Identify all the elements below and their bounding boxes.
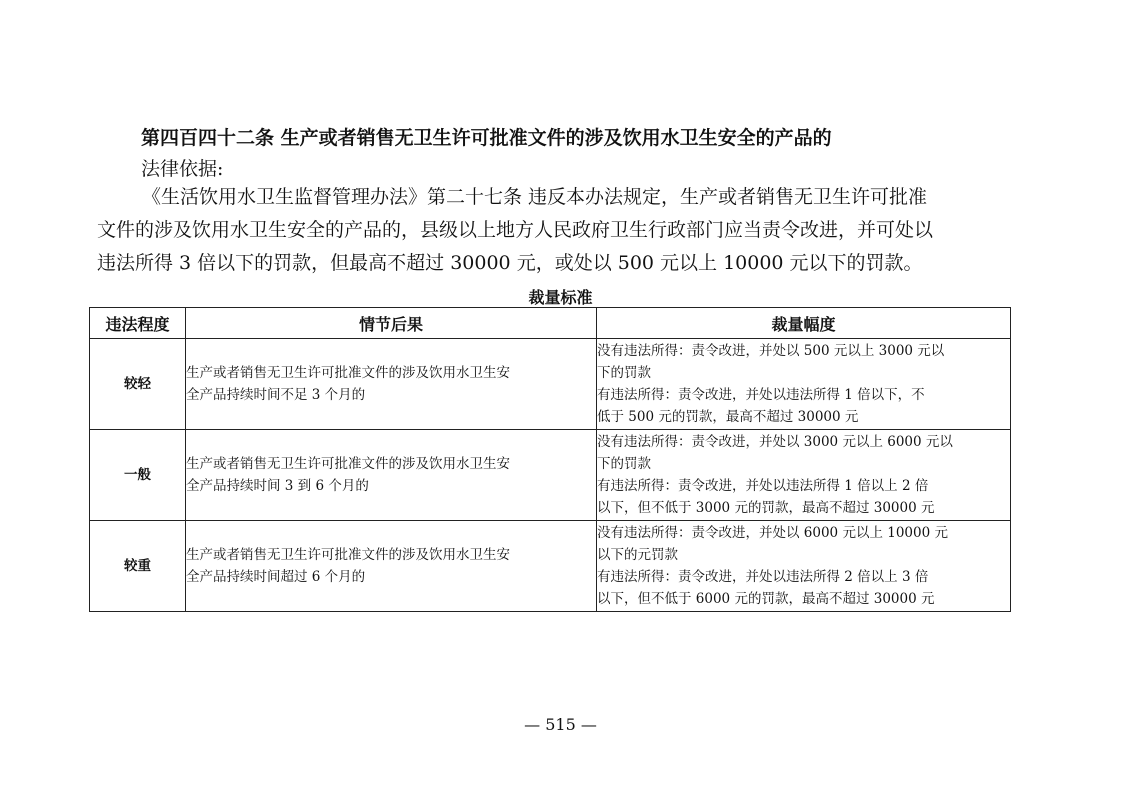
article-title: 第四百四十二条 生产或者销售无卫生许可批准文件的涉及饮用水卫生安全的产品的 (141, 127, 832, 149)
table-row (90, 521, 1011, 612)
legal-basis-line: 《生活饮用水卫生监督管理办法》第二十七条 违反本办法规定，生产或者销售无卫生许可批准 (142, 186, 928, 208)
table-header-row (90, 308, 1011, 339)
penalty-line: 有违法所得：责令改进，并处以违法所得 2 倍以上 3 倍 (597, 569, 929, 585)
circumstance-line: 全产品持续时间超过 6 个月的 (186, 569, 366, 585)
penalty-line: 低于 500 元的罚款，最高不超过 30000 元 (597, 409, 859, 425)
penalty-line: 没有违法所得：责令改进，并处以 500 元以上 3000 元以 (597, 343, 945, 359)
circumstance-cell (186, 430, 597, 521)
penalty-line: 下的罚款 (597, 456, 651, 472)
severity-level: 较重 (90, 521, 186, 612)
column-header-range: 裁量幅度 (597, 308, 1011, 339)
column-header-level: 违法程度 (90, 308, 186, 339)
legal-basis-label: 法律依据: (141, 158, 224, 180)
penalty-line: 有违法所得：责令改进，并处以违法所得 1 倍以下，不 (597, 387, 925, 403)
penalty-line: 没有违法所得：责令改进，并处以 6000 元以上 10000 元 (597, 525, 948, 541)
circumstance-line: 全产品持续时间不足 3 个月的 (186, 387, 366, 403)
table-row (90, 430, 1011, 521)
table-caption: 裁量标准 (528, 288, 593, 307)
penalty-line: 以下，但不低于 6000 元的罚款，最高不超过 30000 元 (597, 591, 935, 607)
legal-basis-line: 文件的涉及饮用水卫生安全的产品的，县级以上地方人民政府卫生行政部门应当责令改进，并可处以 (97, 219, 934, 241)
penalty-line: 有违法所得：责令改进，并处以违法所得 1 倍以上 2 倍 (597, 478, 929, 494)
discretion-standard-table (89, 307, 1011, 612)
penalty-range-cell (597, 339, 1011, 430)
legal-basis-line: 违法所得 3 倍以下的罚款，但最高不超过 30000 元，或处以 500 元以上 10000 元以下的罚款。 (97, 252, 923, 274)
circumstance-line: 全产品持续时间 3 到 6 个月的 (186, 478, 369, 494)
table-row (90, 339, 1011, 430)
penalty-line: 以下的元罚款 (597, 547, 678, 563)
circumstance-line: 生产或者销售无卫生许可批准文件的涉及饮用水卫生安 (186, 456, 510, 472)
penalty-line: 没有违法所得：责令改进，并处以 3000 元以上 6000 元以 (597, 434, 953, 450)
penalty-range-cell (597, 430, 1011, 521)
legal-basis-text (97, 181, 1029, 280)
circumstance-line: 生产或者销售无卫生许可批准文件的涉及饮用水卫生安 (186, 547, 510, 563)
circumstance-cell (186, 339, 597, 430)
circumstance-cell (186, 521, 597, 612)
penalty-line: 下的罚款 (597, 365, 651, 381)
penalty-line: 以下，但不低于 3000 元的罚款，最高不超过 30000 元 (597, 500, 935, 516)
column-header-circumstance: 情节后果 (186, 308, 597, 339)
severity-level: 一般 (90, 430, 186, 521)
circumstance-line: 生产或者销售无卫生许可批准文件的涉及饮用水卫生安 (186, 365, 510, 381)
page-number: — 515 — (524, 715, 597, 734)
severity-level: 较轻 (90, 339, 186, 430)
penalty-range-cell (597, 521, 1011, 612)
